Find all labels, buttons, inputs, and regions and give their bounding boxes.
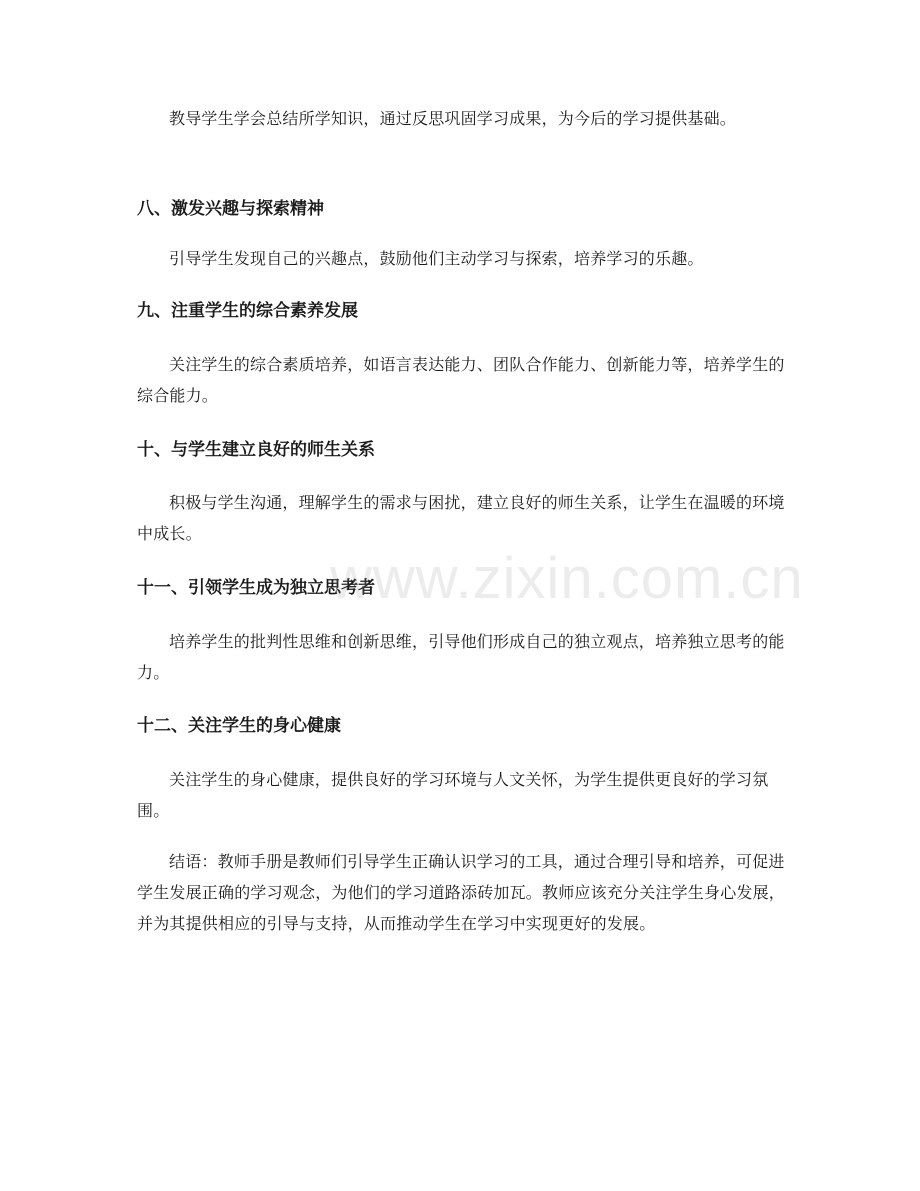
paragraph-section-8: 引导学生发现自己的兴趣点，鼓励他们主动学习与探索，培养学习的乐趣。 [169,249,704,268]
paragraph-section-9: 关注学生的综合素质培养，如语言表达能力、团队合作能力、创新能力等，培养学生的综合能力。 [137,355,785,405]
paragraph-summary: 教导学生学会总结所学知识，通过反思巩固学习成果，为今后的学习提供基础。 [169,109,737,128]
paragraph-section-10: 积极与学生沟通，理解学生的需求与困扰，建立良好的师生关系，让学生在温暖的环境中成长。 [137,493,785,543]
paragraph-section-11: 培养学生的批判性思维和创新思维，引导他们形成自己的独立观点，培养独立思考的能力。 [137,632,785,682]
heading-section-8: 八、激发兴趣与探索精神 [137,199,324,219]
watermark-text: www.zixin.com.cn [330,546,804,611]
paragraph-section-12: 关注学生的身心健康，提供良好的学习环境与人文关怀，为学生提供更良好的学习氛围。 [137,770,769,820]
heading-section-9: 九、注重学生的综合素养发展 [137,301,358,321]
heading-section-12: 十二、关注学生的身心健康 [137,716,341,736]
heading-section-11: 十一、引领学生成为独立思考者 [137,578,375,598]
paragraph-conclusion: 结语：教师手册是教师们引导学生正确认识学习的工具，通过合理引导和培养，可促进学生发展正确的学习观念，为他们的学习道路添砖加瓦。教师应该充分关注学生身心发展，并为其提供相应的引导与支持，从而推动学生在学习中实现更好的发展。 [137,852,786,933]
heading-section-10: 十、与学生建立良好的师生关系 [137,440,375,460]
